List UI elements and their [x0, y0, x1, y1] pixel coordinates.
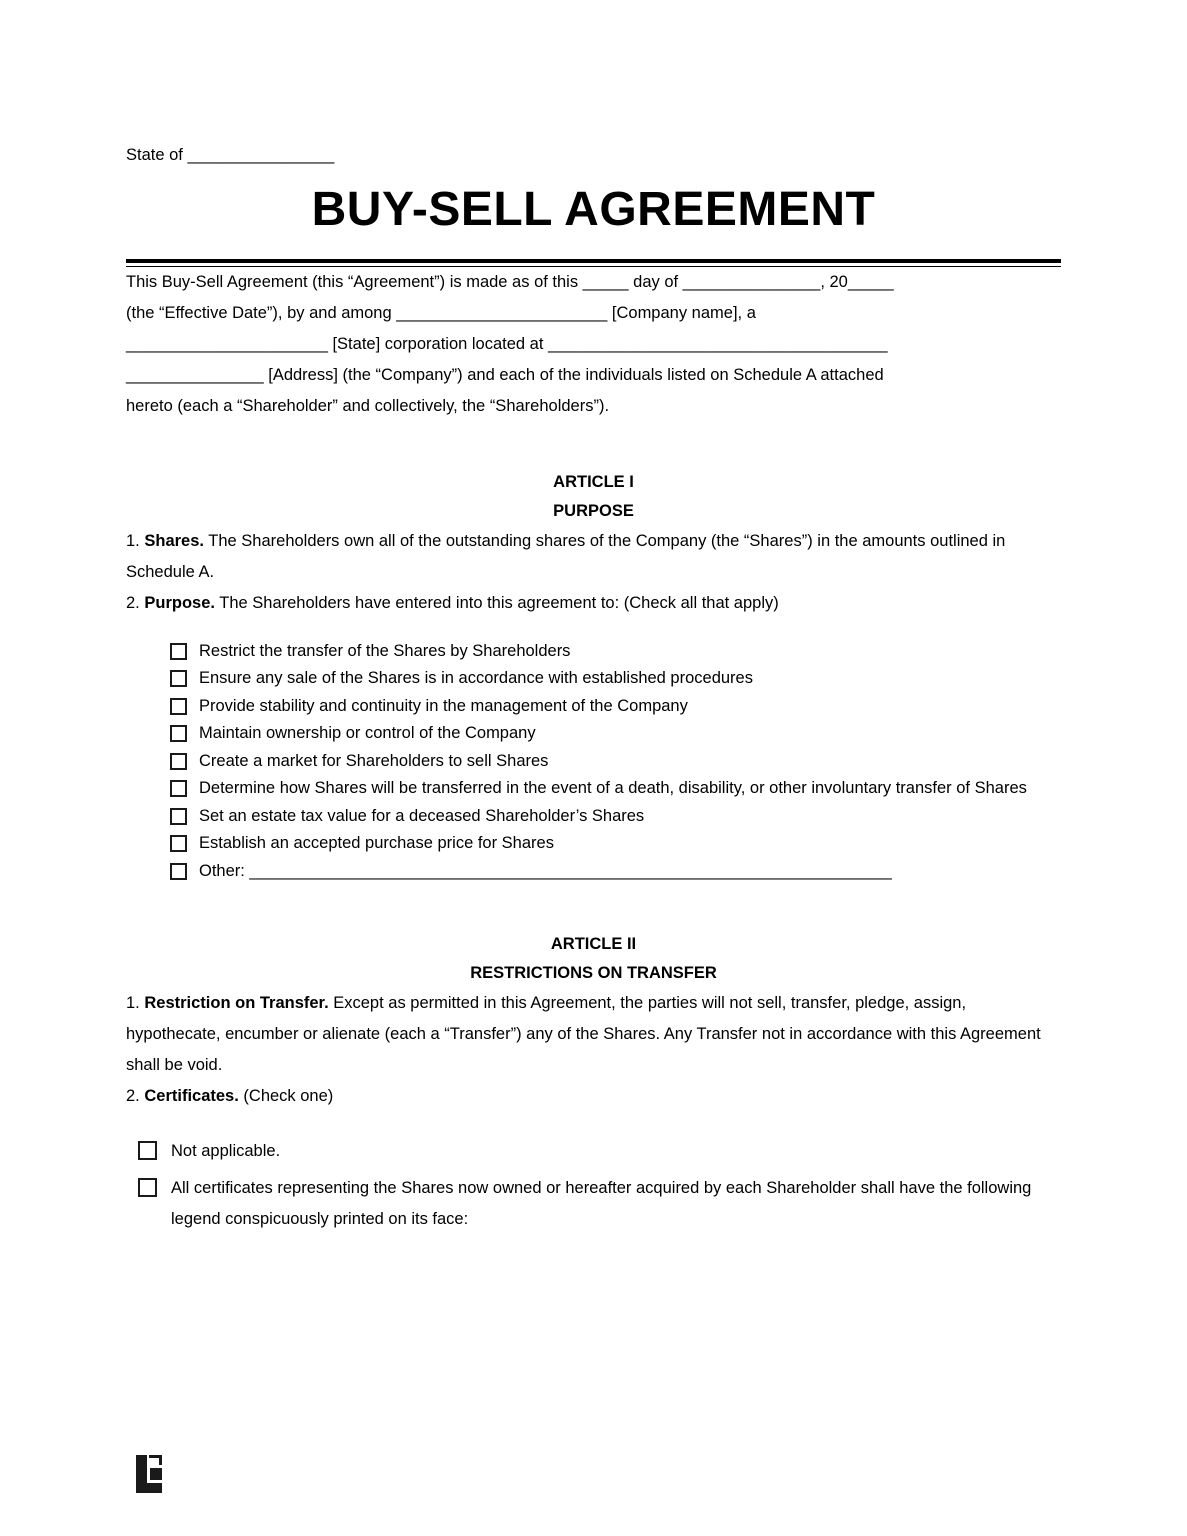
purpose-option-label: Set an estate tax value for a deceased Shareholder’s Shares — [199, 806, 645, 825]
article-2-header — [126, 930, 1061, 988]
list-item[interactable] — [170, 804, 1061, 830]
purpose-option-label: Create a market for Shareholders to sell Shares — [199, 751, 549, 770]
list-item[interactable] — [138, 1173, 1061, 1235]
section-restriction-heading: Restriction on Transfer. — [144, 994, 329, 1013]
checkbox-icon[interactable] — [170, 780, 187, 797]
article-2-number: ARTICLE II — [550, 935, 637, 954]
checkbox-icon[interactable] — [170, 753, 187, 770]
list-item[interactable] — [170, 831, 1061, 857]
certificates-checklist — [138, 1136, 1061, 1235]
intro-line-4: _______________ [Address] (the “Company”) and each of the individuals listed on Schedule A attached — [126, 365, 884, 384]
purpose-option-label: Provide stability and continuity in the management of the Company — [199, 696, 688, 715]
checkbox-icon[interactable] — [170, 725, 187, 742]
section-shares-num: 1. — [126, 531, 140, 550]
list-item[interactable] — [170, 721, 1061, 747]
section-restriction-text: Except as permitted in this Agreement, the parties will not sell, transfer, pledge, assign, hypothecate, encumber or alienate (each a “Transfer”) any of the Shares. Any Transfer not in accordance with this Agreement shall be void. — [126, 994, 1041, 1075]
title-divider — [126, 259, 1061, 267]
checkbox-icon[interactable] — [170, 835, 187, 852]
list-item[interactable] — [170, 694, 1061, 720]
article-1-header — [126, 468, 1061, 526]
checkbox-icon[interactable] — [170, 698, 187, 715]
checkbox-icon[interactable] — [170, 670, 187, 687]
purpose-option-label: Restrict the transfer of the Shares by Shareholders — [199, 641, 571, 660]
list-item[interactable] — [170, 859, 1061, 885]
page-title: BUY-SELL AGREEMENT — [311, 182, 876, 236]
section-certificates — [126, 1081, 1061, 1112]
intro-line-2: (the “Effective Date”), by and among _______________________ [Company name], a — [126, 303, 756, 322]
checkbox-icon[interactable] — [170, 808, 187, 825]
section-restriction-num: 1. — [126, 994, 140, 1013]
article-2-name: RESTRICTIONS ON TRANSFER — [470, 964, 717, 983]
section-purpose-text: The Shareholders have entered into this agreement to: (Check all that apply) — [214, 593, 779, 612]
checkbox-icon[interactable] — [138, 1141, 157, 1160]
state-of-field[interactable]: State of ________________ — [126, 146, 335, 164]
certificate-option-label: All certificates representing the Shares now owned or hereafter acquired by each Shareholder shall have the following legend conspicuously printed on its face: — [171, 1179, 1032, 1229]
legal-templates-logo-icon — [134, 1455, 164, 1493]
purpose-option-label: Maintain ownership or control of the Company — [199, 724, 536, 743]
section-purpose-heading: Purpose. — [144, 593, 215, 612]
divider-thick — [126, 259, 1061, 263]
list-item[interactable] — [138, 1136, 1061, 1167]
checkbox-icon[interactable] — [138, 1178, 157, 1197]
section-restriction-on-transfer — [126, 988, 1061, 1081]
checkbox-icon[interactable] — [170, 863, 187, 880]
purpose-checklist — [170, 639, 1061, 885]
purpose-option-label: Ensure any sale of the Shares is in accordance with established procedures — [199, 669, 753, 688]
intro-line-5: hereto (each a “Shareholder” and collectively, the “Shareholders”). — [126, 396, 610, 415]
purpose-option-other[interactable]: Other: ______________________________________________________________________ — [199, 861, 892, 880]
section-shares-text: The Shareholders own all of the outstanding shares of the Company (the “Shares”) in the amounts outlined in Schedule A. — [126, 531, 1006, 581]
article-1-name: PURPOSE — [553, 501, 634, 520]
list-item[interactable] — [170, 666, 1061, 692]
certificate-option-label: Not applicable. — [171, 1142, 281, 1161]
intro-line-3: ______________________ [State] corporation located at _____________________________________ — [126, 334, 888, 353]
section-purpose — [126, 588, 1061, 619]
list-item[interactable] — [170, 776, 1061, 802]
section-shares-heading: Shares. — [144, 531, 204, 550]
checkbox-icon[interactable] — [170, 643, 187, 660]
purpose-option-label: Establish an accepted purchase price for Shares — [199, 834, 554, 853]
purpose-option-label: Determine how Shares will be transferred in the event of a death, disability, or other involuntary transfer of Shares — [199, 779, 1027, 798]
section-certificates-heading: Certificates. — [144, 1087, 239, 1106]
section-certificates-text: (Check one) — [238, 1087, 334, 1106]
section-certificates-num: 2. — [126, 1087, 140, 1106]
intro-line-1: This Buy-Sell Agreement (this “Agreement”) is made as of this _____ day of _______________, 20_____ — [126, 272, 894, 291]
list-item[interactable] — [170, 749, 1061, 775]
section-purpose-num: 2. — [126, 593, 140, 612]
list-item[interactable] — [170, 639, 1061, 665]
section-shares — [126, 526, 1061, 588]
article-1-number: ARTICLE I — [553, 472, 634, 491]
document-content — [126, 0, 1061, 1241]
